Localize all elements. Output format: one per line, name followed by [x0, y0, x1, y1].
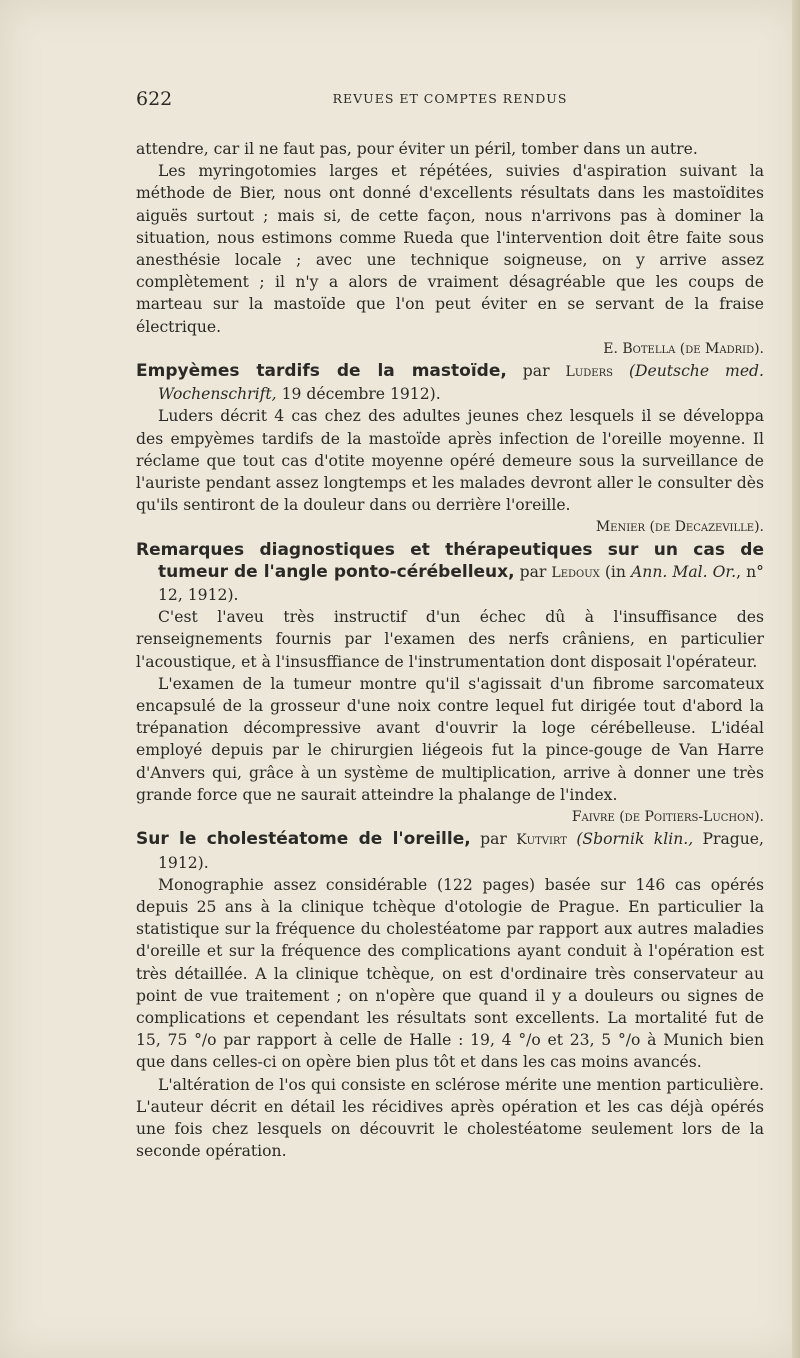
section-luders-body [136, 405, 764, 538]
paragraph-text: Les myringotomies larges et répétées, suivies d'aspiration suivant la méthode de Bier, nous ont donné d'excellents résultats dans les mastoïdites aiguës surtout ; mais si, de cette façon, nous n'arrivons pas à dominer la situation, nous estimons comme Rueda que l'intervention doit être faite sous anesthésie locale ; avec une technique soigneuse, on y arrive assez complètement ; il n'y a alors de vraiment désagréable que les coups de marteau sur la mastoïde que l'on peut éviter en se servant de la fraise électrique. [136, 162, 764, 336]
section-ledoux-body-2 [136, 673, 764, 828]
author-name: Kutvirt [516, 832, 567, 849]
paragraph-botella [136, 160, 764, 360]
signature-faivre: Faivre (de Poitiers-Luchon). [571, 809, 764, 826]
section-luders-heading [136, 360, 764, 405]
signature-botella: E. Botella (de Madrid). [603, 340, 764, 357]
signature-menier: Menier (de Decazeville). [595, 519, 764, 536]
par-word: par [506, 362, 566, 381]
par-word: par [470, 830, 517, 849]
page-body [136, 138, 764, 1162]
journal-name: (Sbornik klin., [576, 830, 694, 849]
publication-date: , n° 12, 1912). [158, 562, 764, 605]
paragraph-text: L'examen de la tumeur montre qu'il s'agissait d'un fibrome sarcomateux encapsulé de la grosseur d'une noix contre lequel fut dirigée tout d'abord la trépanation décompressive avant d'ouvrir la loge cérébelleuse. L'idéal employé depuis par le chirurgien liégeois fut la pince-gouge de Van Harre d'Anvers qui, grâce à un système de multiplication, arrive à donner une très grande force que ne saurait atteindre la phalange de l'index. [136, 674, 764, 804]
author-name: Luders [565, 364, 613, 381]
page-number: 622 [136, 88, 173, 110]
running-head: REVUES ET COMPTES RENDUS [332, 91, 568, 106]
journal-name: (Deutsche med. Wochenschrift, [158, 362, 765, 404]
page-header [136, 88, 764, 112]
section-kutvirt-body-2: L'altération de l'os qui consiste en sclérose mérite une mention particulière. L'auteur décrit en détail les récidives après opération et les cas déjà opérés une fois chez lesquels on découvrit le cholestéatome seulement lors de la seconde opération. [136, 1075, 764, 1161]
continued-paragraph: attendre, car il ne faut pas, pour éviter un péril, tomber dans un autre. [136, 140, 698, 158]
paragraph-text: Luders décrit 4 cas chez des adultes jeunes chez lesquels il se développa des empyèmes tardifs de la mastoïde après infection de l'oreille moyenne. Il réclame que tout cas d'otite moyenne opéré demeure sous la surveillance de l'auriste pendant assez longtemps et les malades devront aller le consulter dès qu'ils sentiront de la douleur dans ou derrière l'oreille. [136, 407, 764, 515]
author-name: Ledoux [551, 564, 600, 581]
journal-name: Ann. Mal. Or. [631, 562, 737, 581]
section-title: Empyèmes tardifs de la mastoïde, [136, 361, 507, 382]
section-title: Remarques diagnostiques et thérapeutiques sur un cas de tumeur de l'angle ponto-cérébelleux, [136, 539, 764, 582]
section-ledoux-body-1: C'est l'aveu très instructif d'un échec dû à l'insuffisance des renseignements fournis par l'examen des nerfs crâniens, en particulier l'acoustique, et à l'insusffiance de l'instrumentation dont disposait l'opérateur. [136, 608, 764, 671]
section-kutvirt-body-1: Monographie assez considérable (122 pages) basée sur 146 cas opérés depuis 25 ans à la clinique tchèque d'otologie de Prague. En particulier la statistique sur la fréquence du cholestéatome par rapport aux autres maladies d'oreille et sur la fréquence des complications ayant conduit à l'opération est très détaillée. A la clinique tchèque, on est d'ordinaire très conservateur au point de vue traitement ; on n'opère que quand il y a douleurs ou signes de complications et cependant les résultats sont excellents. La mortalité fut de 15, 75 °/o par rapport à celle de Halle : 19, 4 °/o et 23, 5 °/o à Munich bien que dans celles-ci on opère bien plus tôt et dans les cas moins avancés. [136, 875, 764, 1072]
publication-date: Prague, 1912). [158, 830, 764, 872]
journal-prefix: (in [599, 562, 632, 581]
page-edge [792, 0, 800, 1358]
publication-date: 19 décembre 1912). [276, 385, 441, 404]
par-word: par [514, 562, 552, 581]
section-title: Sur le cholestéatome de l'oreille, [136, 829, 471, 850]
section-kutvirt-heading [136, 828, 764, 873]
section-ledoux-heading [136, 539, 764, 607]
